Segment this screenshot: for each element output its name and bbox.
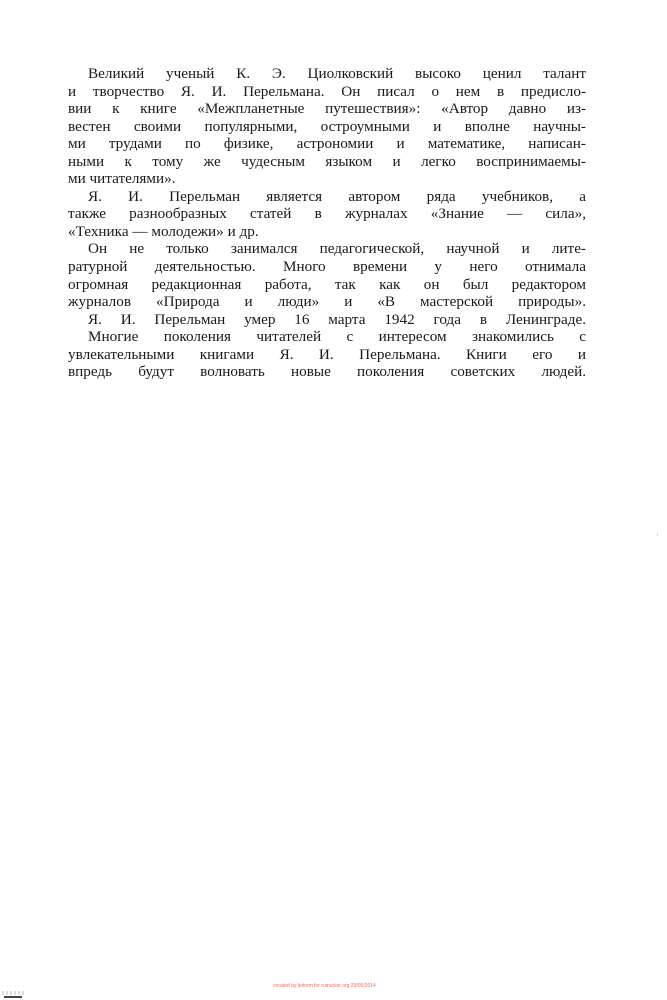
text-line: вестен своими популярными, остроумными и вполне научны- bbox=[68, 117, 586, 135]
text-line: «Техника — молодежи» и др. bbox=[68, 222, 259, 240]
paragraph-2 bbox=[68, 188, 586, 241]
text-line: Я. И. Перельман умер 16 марта 1942 года в Ленинграде. bbox=[88, 310, 586, 328]
paragraph-4 bbox=[68, 311, 586, 329]
text-line: Великий ученый К. Э. Циолковский высоко ценил талант bbox=[88, 65, 586, 82]
text-line: Многие поколения читателей с интересом знакомились с bbox=[88, 328, 586, 346]
text-line: журналов «Природа и люди» и «В мастерской природы». bbox=[68, 293, 586, 311]
text-line: увлекательными книгами Я. И. Перельмана. Книги его и bbox=[68, 345, 586, 363]
text-line: Я. И. Перельман является автором ряда учебников, а bbox=[88, 187, 586, 205]
text-line: вии к книге «Межпланетные путешествия»: «Автор давно из- bbox=[68, 100, 586, 118]
scan-artifact bbox=[657, 534, 658, 536]
page-body-text bbox=[68, 65, 586, 381]
text-line: ными к тому же чудесным языком и легко воспринимаемы- bbox=[68, 152, 586, 170]
paragraph-1 bbox=[68, 65, 586, 188]
text-line: ратурной деятельностью. Много времени у него отнимала bbox=[68, 258, 586, 276]
footer-credit: created by lerkom for rutracker.org 29/05/2014 bbox=[273, 983, 376, 989]
text-line: и творчество Я. И. Перельмана. Он писал о нем в предисло- bbox=[68, 82, 586, 100]
scan-artifact bbox=[4, 996, 22, 998]
text-line: впредь будут волновать новые поколения советских людей. bbox=[68, 363, 586, 381]
text-line: Он не только занимался педагогической, научной и лите- bbox=[88, 240, 586, 258]
paragraph-5 bbox=[68, 328, 586, 381]
scan-artifact bbox=[2, 991, 24, 995]
text-line: также разнообразных статей в журналах «Знание — сила», bbox=[68, 205, 586, 223]
text-line: огромная редакционная работа, так как он был редактором bbox=[68, 275, 586, 293]
paragraph-3 bbox=[68, 240, 586, 310]
text-line: ми читателями». bbox=[68, 170, 176, 188]
text-line: ми трудами по физике, астрономии и математике, написан- bbox=[68, 135, 586, 153]
